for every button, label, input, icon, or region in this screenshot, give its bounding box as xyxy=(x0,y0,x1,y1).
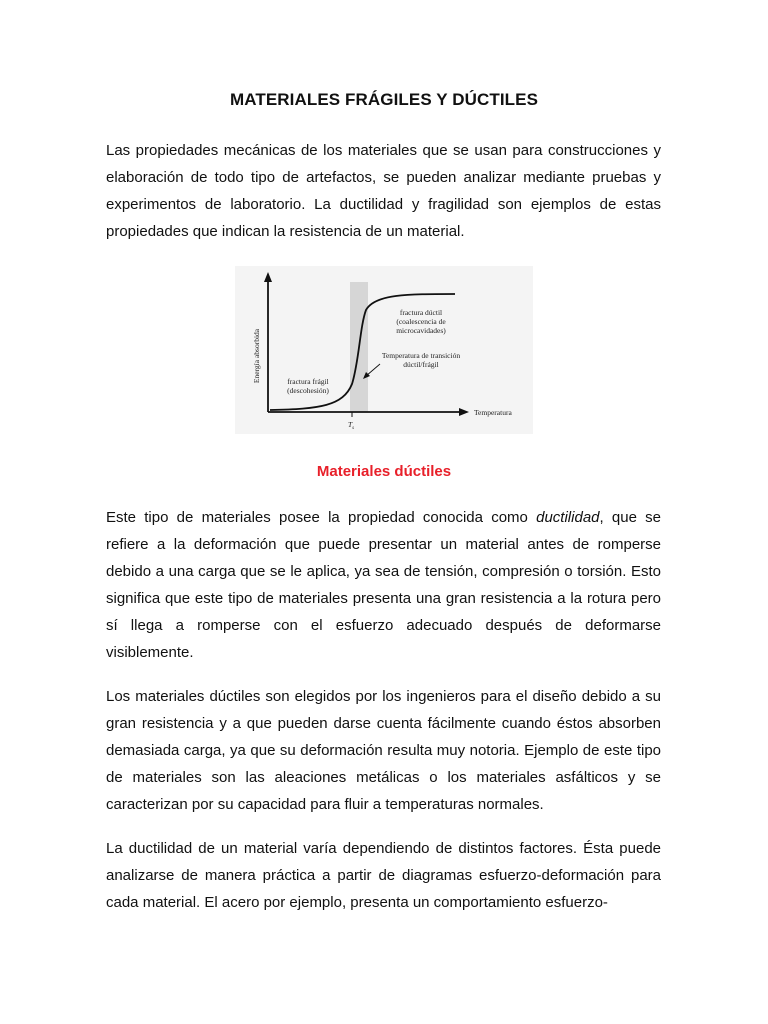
brittle-label-line2: (descohesión) xyxy=(287,386,329,395)
ductility-factors-paragraph: La ductilidad de un material varía dependiendo de distintos factores. Ésta puede analizarse de manera práctica a partir de diagramas esfuerzo-deformación para cada material. El acero por ejemplo, presenta un comportamiento esfuerzo- xyxy=(106,840,661,911)
ductile-label-line1: fractura dúctil xyxy=(399,308,443,317)
document-title: MATERIALES FRÁGILES Y DÚCTILES xyxy=(229,90,539,109)
transition-curve-diagram xyxy=(235,266,533,434)
paragraph-text: Este tipo de materiales posee la propiedad conocida como xyxy=(106,509,537,526)
ductile-usage-paragraph: Los materiales dúctiles son elegidos por los ingenieros para el diseño debido a su gran resistencia y a que pueden darse cuenta fácilmente cuando éstos absorben demasiada carga, ya que su deformación resulta muy notoria. Ejemplo de este tipo de materiales son las aleaciones metálicas o los materiales asfálticos y se caracterizan por su capacidad para fluir a temperaturas normales. xyxy=(106,688,661,813)
brittle-label-line1: fractura frágil xyxy=(287,377,329,386)
x-tick-label: $T_s$ xyxy=(348,420,355,431)
y-axis-label: Energía absorbida xyxy=(252,328,261,384)
x-axis-label: Temperatura xyxy=(474,408,512,417)
ductility-term: ductilidad xyxy=(536,509,600,526)
paragraph-text: , que se refiere a la deformación que puede presentar un material antes de romperse debido a una carga que se le aplica, ya sea de tensión, compresión o torsión. Esto significa que este tipo de materiales presenta una gran resistencia a la rotura pero sí llega a romperse con el esfuerzo adecuado después de deformarse visiblemente. xyxy=(106,509,662,661)
transition-label-line1: Temperatura de transición xyxy=(381,351,461,360)
section-heading: Materiales dúctiles xyxy=(316,463,452,480)
transition-figure xyxy=(235,266,533,434)
transition-label-line2: dúctil/frágil xyxy=(403,360,439,369)
ductile-definition-paragraph xyxy=(106,504,661,666)
intro-paragraph: Las propiedades mecánicas de los materiales que se usan para construcciones y elaboración de todo tipo de artefactos, se pueden analizar mediante pruebas y experimentos de laboratorio. La ductilidad y fragilidad son ejemplos de estas propiedades que indican la resistencia de un material. xyxy=(106,142,661,240)
ductile-label-line3: microcavidades) xyxy=(396,326,446,335)
ductile-label-line2: (coalescencia de xyxy=(396,317,446,326)
